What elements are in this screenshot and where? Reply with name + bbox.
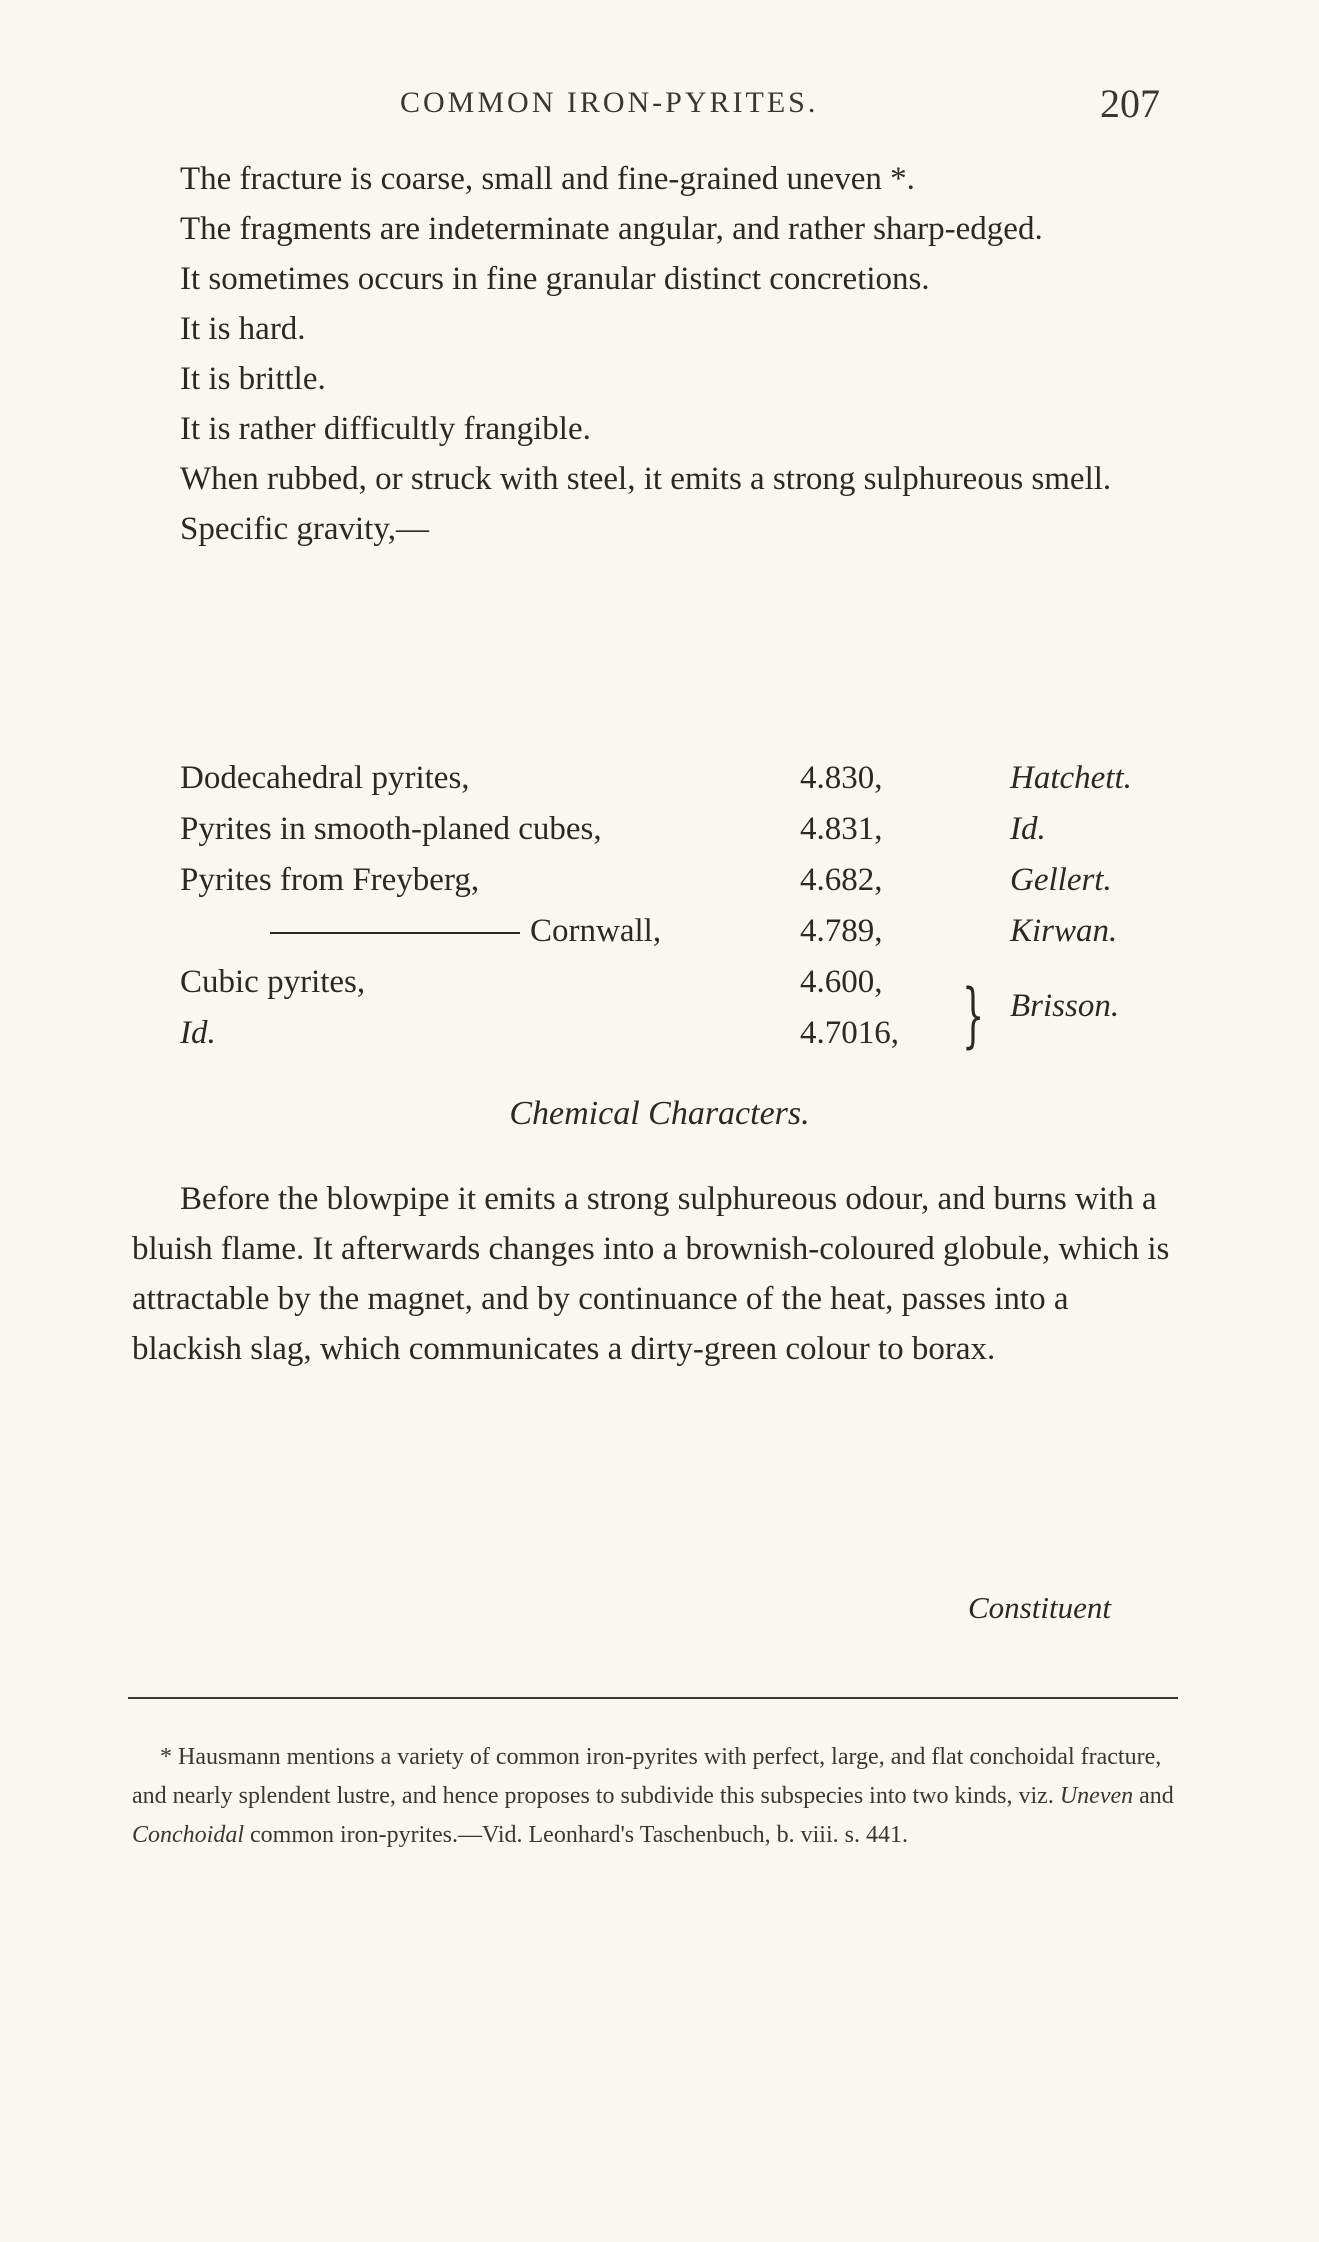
footnote-text-1: Hausmann mentions a variety of common iron-pyrites with perfect, large, and flat conchoidal fracture, and nearly splendent lustre, and hence proposes to subdivide this subspecies into two kinds, viz. [132, 1744, 1162, 1809]
fragments-sentence: The fragments are indeterminate angular, and rather sharp-edged. [180, 211, 1043, 247]
gravity-value: 4.830, [800, 760, 883, 796]
chemical-paragraph: Before the blowpipe it emits a strong sulphureous odour, and burns with a bluish flame. It afterwards changes into a brownish-coloured globule, which is attractable by the magnet, and by continuance of the heat, passes into a blackish slag, which communicates a dirty-green colour to borax. [132, 1181, 1170, 1367]
footnote-marker: * [160, 1744, 172, 1770]
gravity-specimen: Dodecahedral pyrites, [180, 760, 470, 796]
frangibility-sentence: It is rather difficultly frangible. [180, 411, 591, 447]
footnote-term-conchoidal: Conchoidal [132, 1822, 244, 1848]
footnote [132, 1738, 1182, 1855]
gravity-authority: Kirwan. [1010, 913, 1118, 949]
brace-symbol: } [962, 974, 985, 1056]
gravity-specimen-ditto [270, 913, 661, 950]
footnote-paragraph [132, 1738, 1182, 1855]
description-block [132, 154, 1182, 554]
hardness-sentence: It is hard. [180, 311, 306, 347]
gravity-specimen: Pyrites from Freyberg, [180, 862, 480, 898]
gravity-specimen: Id. [180, 1015, 216, 1051]
footnote-divider [128, 1697, 1178, 1699]
page-number: 207 [1100, 81, 1160, 126]
gravity-group-authority: Brisson. [1010, 988, 1120, 1024]
gravity-value: 4.682, [800, 862, 883, 898]
concretions-sentence: It sometimes occurs in fine granular distinct concretions. [180, 261, 930, 297]
footnote-text-2: common iron-pyrites.—Vid. Leonhard's Taschenbuch, b. viii. s. 441. [250, 1822, 908, 1848]
gravity-row [180, 913, 1180, 964]
specific-gravity-table [180, 760, 1180, 1066]
catchword: Constituent [968, 1590, 1111, 1625]
gravity-row [180, 811, 1180, 862]
ditto-rule [270, 932, 520, 934]
footnote-and: and [1139, 1783, 1174, 1809]
gravity-specimen: Pyrites in smooth-planed cubes, [180, 811, 602, 847]
gravity-specimen-label: Cornwall, [530, 913, 662, 949]
gravity-brace-group [180, 964, 1180, 1066]
smell-sentence: When rubbed, or struck with steel, it emits a strong sulphureous smell. [180, 461, 1112, 497]
chemical-characters-heading: Chemical Characters. [509, 1095, 810, 1132]
running-head: COMMON IRON-PYRITES. [400, 86, 819, 119]
footnote-term-uneven: Uneven [1059, 1783, 1134, 1809]
gravity-specimen: Cubic pyrites, [180, 964, 366, 1000]
brittleness-sentence: It is brittle. [180, 361, 326, 397]
gravity-row [180, 862, 1180, 913]
gravity-value: 4.789, [800, 913, 883, 949]
gravity-value: 4.600, [800, 964, 883, 1000]
gravity-value: 4.7016, [800, 1015, 899, 1051]
gravity-row [180, 760, 1180, 811]
gravity-intro: Specific gravity,— [180, 511, 429, 547]
fracture-sentence: The fracture is coarse, small and fine-grained uneven *. [180, 161, 915, 197]
gravity-authority: Gellert. [1010, 862, 1112, 898]
chemical-block [132, 1174, 1182, 1374]
gravity-authority: Hatchett. [1010, 760, 1132, 796]
gravity-value: 4.831, [800, 811, 883, 847]
gravity-authority: Id. [1010, 811, 1046, 847]
